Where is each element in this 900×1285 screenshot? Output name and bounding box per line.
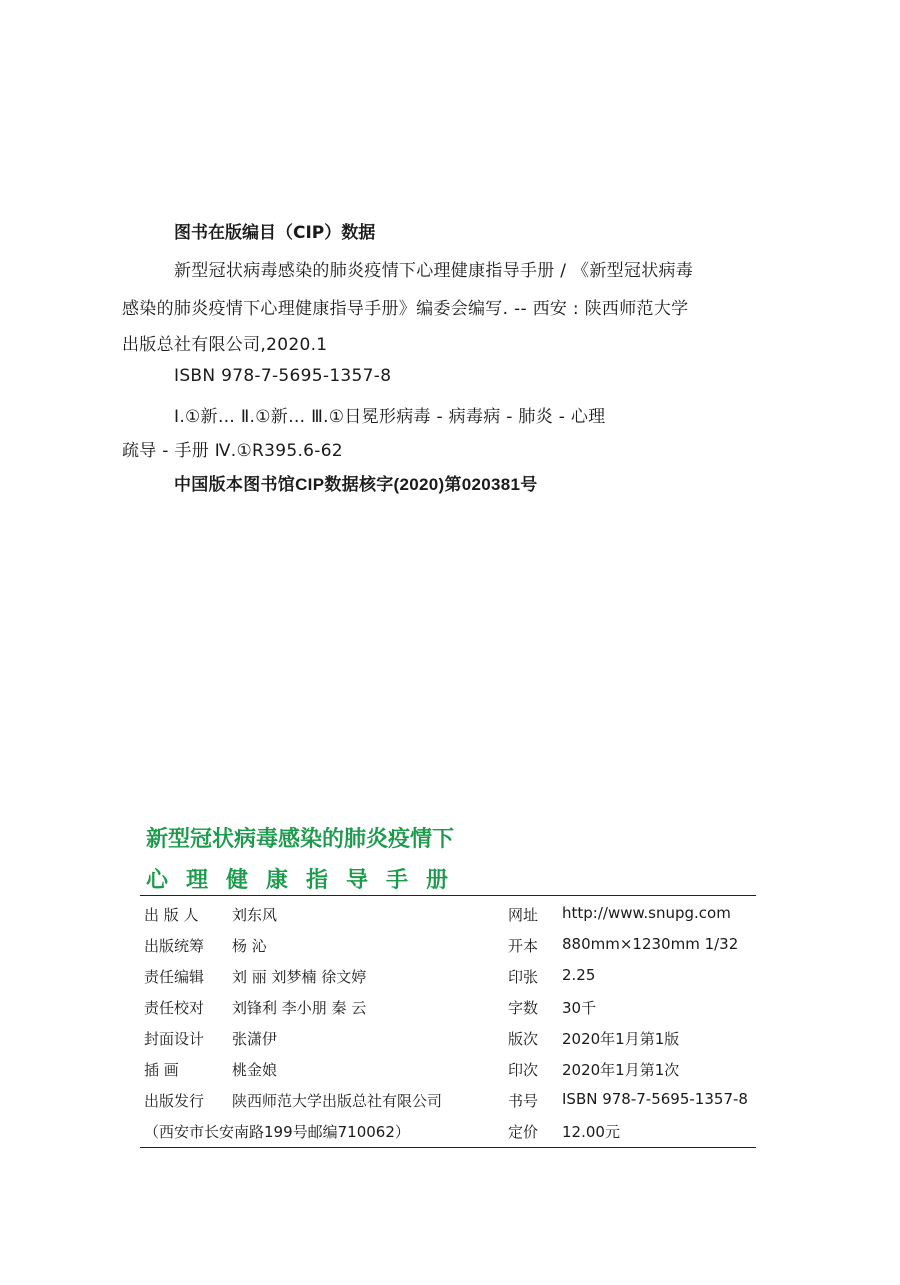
cip-classification-line-1: Ⅰ.①新… Ⅱ.①新… Ⅲ.①日冕形病毒 - 病毒病 - 肺炎 - 心理 [174, 407, 606, 427]
book-title-line-1: 新型冠状病毒感染的肺炎疫情下 [146, 826, 455, 852]
website-url: http://www.snupg.com [562, 904, 731, 922]
row-label: 出版发行 [144, 1092, 205, 1110]
colophon-row [140, 1086, 756, 1116]
publisher-address: （西安市长安南路199号邮编710062） [144, 1123, 410, 1141]
row-right-label: 开本 [508, 937, 539, 955]
colophon-row [140, 900, 756, 930]
row-right-value: 2020年1月第1版 [562, 1030, 680, 1048]
cip-classification-line-2: 疏导 - 手册 Ⅳ.①R395.6-62 [122, 441, 343, 461]
row-value: 刘锋利 李小朋 秦 云 [232, 999, 367, 1017]
colophon-row [140, 931, 756, 961]
row-label: 插 画 [144, 1061, 179, 1079]
row-right-value: 30千 [562, 999, 597, 1017]
row-value: 刘东风 [232, 906, 278, 924]
cip-heading: 图书在版编目（CIP）数据 [174, 223, 376, 243]
cip-description-line-1: 新型冠状病毒感染的肺炎疫情下心理健康指导手册 / 《新型冠状病毒 [174, 261, 694, 281]
row-right-label: 字数 [508, 999, 539, 1017]
book-title-line-2: 心理健康指导手册 [146, 868, 467, 893]
row-right-value: ISBN 978-7-5695-1357-8 [562, 1090, 748, 1108]
row-right-label: 印次 [508, 1061, 539, 1079]
row-right-label: 印张 [508, 968, 539, 986]
row-right-value: 2.25 [562, 966, 596, 984]
row-label: 出版统筹 [144, 937, 205, 955]
colophon-row [140, 1055, 756, 1085]
row-value: 陕西师范大学出版总社有限公司 [232, 1092, 443, 1110]
row-value: 张潇伊 [232, 1030, 278, 1048]
cip-description-line-2: 感染的肺炎疫情下心理健康指导手册》编委会编写. -- 西安 : 陕西师范大学 [122, 299, 689, 319]
top-rule [140, 895, 756, 896]
row-right-label: 网址 [508, 906, 539, 924]
row-label: 封面设计 [144, 1030, 205, 1048]
price-value: 12.00元 [562, 1123, 620, 1141]
cip-isbn: ISBN 978-7-5695-1357-8 [174, 366, 392, 386]
row-value: 刘 丽 刘梦楠 徐文婷 [232, 968, 367, 986]
row-label: 责任校对 [144, 999, 205, 1017]
colophon-row [140, 1024, 756, 1054]
row-value: 桃金娘 [232, 1061, 278, 1079]
row-right-value: 880mm×1230mm 1/32 [562, 935, 739, 953]
row-right-value: 2020年1月第1次 [562, 1061, 680, 1079]
colophon-row [140, 962, 756, 992]
row-value: 杨 沁 [232, 937, 267, 955]
bottom-rule [140, 1147, 756, 1148]
row-right-label: 书号 [508, 1092, 539, 1110]
colophon-row [140, 993, 756, 1023]
cip-description-line-3: 出版总社有限公司,2020.1 [122, 335, 328, 355]
cip-record-number: 中国版本图书馆CIP数据核字(2020)第020381号 [174, 475, 538, 494]
row-right-label: 版次 [508, 1030, 539, 1048]
row-label: 责任编辑 [144, 968, 205, 986]
row-label: 出 版 人 [144, 906, 199, 924]
row-right-label: 定价 [508, 1123, 539, 1141]
colophon-row [140, 1117, 756, 1147]
